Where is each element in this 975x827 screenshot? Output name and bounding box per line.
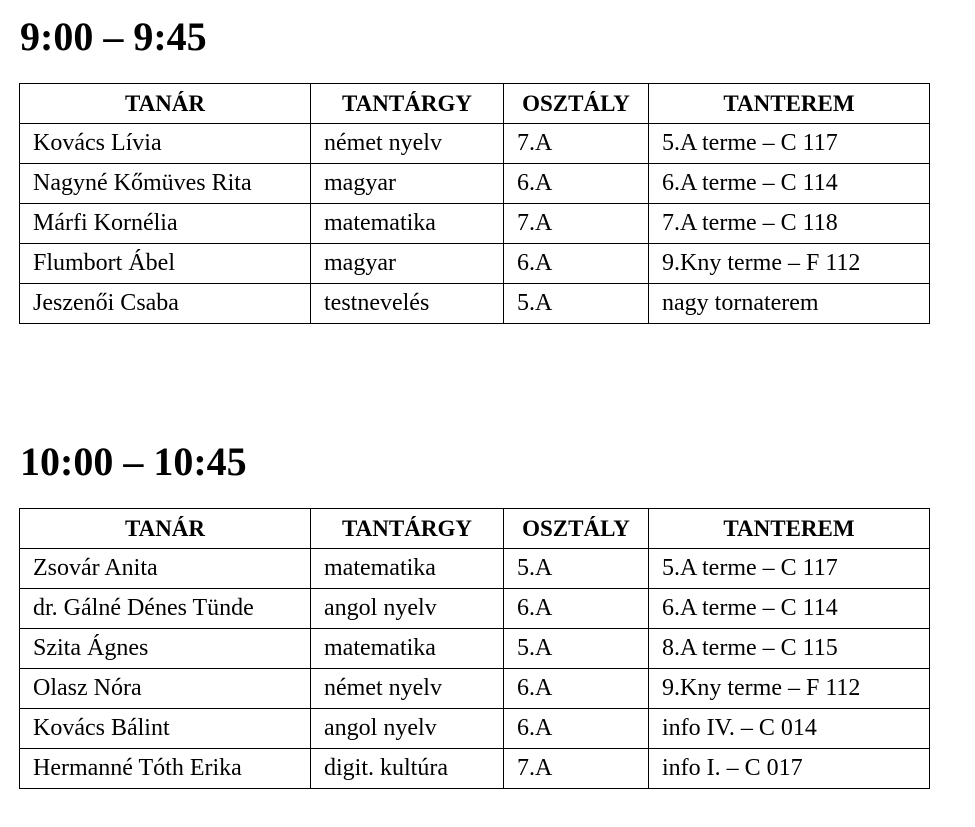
schedule-table	[19, 83, 930, 324]
teacher-cell: Hermanné Tóth Erika	[20, 749, 311, 789]
room-cell: 9.Kny terme – F 112	[649, 244, 930, 284]
room-cell: 9.Kny terme – F 112	[649, 669, 930, 709]
table-row	[20, 709, 930, 749]
teacher-cell: Szita Ágnes	[20, 629, 311, 669]
table-row	[20, 749, 930, 789]
teacher-cell: Olasz Nóra	[20, 669, 311, 709]
time-slot-title: 9:00 – 9:45	[20, 14, 207, 59]
teacher-cell: Márfi Kornélia	[20, 204, 311, 244]
room-cell: 7.A terme – C 118	[649, 204, 930, 244]
room-cell: 5.A terme – C 117	[649, 549, 930, 589]
class-cell: 5.A	[504, 549, 649, 589]
teacher-cell: Jeszenői Csaba	[20, 284, 311, 324]
subject-cell: digit. kultúra	[311, 749, 504, 789]
subject-cell: matematika	[311, 629, 504, 669]
subject-cell: magyar	[311, 164, 504, 204]
table-row	[20, 164, 930, 204]
room-cell: info IV. – C 014	[649, 709, 930, 749]
subject-cell: német nyelv	[311, 669, 504, 709]
header-subject: TANTÁRGY	[311, 84, 504, 124]
class-cell: 7.A	[504, 749, 649, 789]
header-room: TANTEREM	[649, 509, 930, 549]
table-row	[20, 284, 930, 324]
class-cell: 6.A	[504, 589, 649, 629]
header-class: OSZTÁLY	[504, 509, 649, 549]
header-subject: TANTÁRGY	[311, 509, 504, 549]
subject-cell: német nyelv	[311, 124, 504, 164]
teacher-cell: Kovács Bálint	[20, 709, 311, 749]
class-cell: 7.A	[504, 124, 649, 164]
table-row	[20, 244, 930, 284]
room-cell: 6.A terme – C 114	[649, 164, 930, 204]
subject-cell: matematika	[311, 549, 504, 589]
class-cell: 6.A	[504, 164, 649, 204]
class-cell: 6.A	[504, 709, 649, 749]
class-cell: 5.A	[504, 629, 649, 669]
header-room: TANTEREM	[649, 84, 930, 124]
header-class: OSZTÁLY	[504, 84, 649, 124]
table-row	[20, 629, 930, 669]
teacher-cell: Flumbort Ábel	[20, 244, 311, 284]
teacher-cell: Kovács Lívia	[20, 124, 311, 164]
schedule-table	[19, 508, 930, 789]
room-cell: info I. – C 017	[649, 749, 930, 789]
table-row	[20, 204, 930, 244]
class-cell: 5.A	[504, 284, 649, 324]
table-row	[20, 589, 930, 629]
table-row	[20, 669, 930, 709]
header-teacher: TANÁR	[20, 509, 311, 549]
room-cell: 6.A terme – C 114	[649, 589, 930, 629]
room-cell: 8.A terme – C 115	[649, 629, 930, 669]
subject-cell: angol nyelv	[311, 709, 504, 749]
subject-cell: angol nyelv	[311, 589, 504, 629]
subject-cell: matematika	[311, 204, 504, 244]
room-cell: nagy tornaterem	[649, 284, 930, 324]
time-slot-title: 10:00 – 10:45	[20, 439, 247, 484]
room-cell: 5.A terme – C 117	[649, 124, 930, 164]
table-row	[20, 549, 930, 589]
subject-cell: testnevelés	[311, 284, 504, 324]
subject-cell: magyar	[311, 244, 504, 284]
class-cell: 7.A	[504, 204, 649, 244]
class-cell: 6.A	[504, 669, 649, 709]
teacher-cell: Nagyné Kőmüves Rita	[20, 164, 311, 204]
teacher-cell: dr. Gálné Dénes Tünde	[20, 589, 311, 629]
table-row	[20, 124, 930, 164]
table-header-row	[20, 509, 930, 549]
header-teacher: TANÁR	[20, 84, 311, 124]
class-cell: 6.A	[504, 244, 649, 284]
teacher-cell: Zsovár Anita	[20, 549, 311, 589]
table-header-row	[20, 84, 930, 124]
